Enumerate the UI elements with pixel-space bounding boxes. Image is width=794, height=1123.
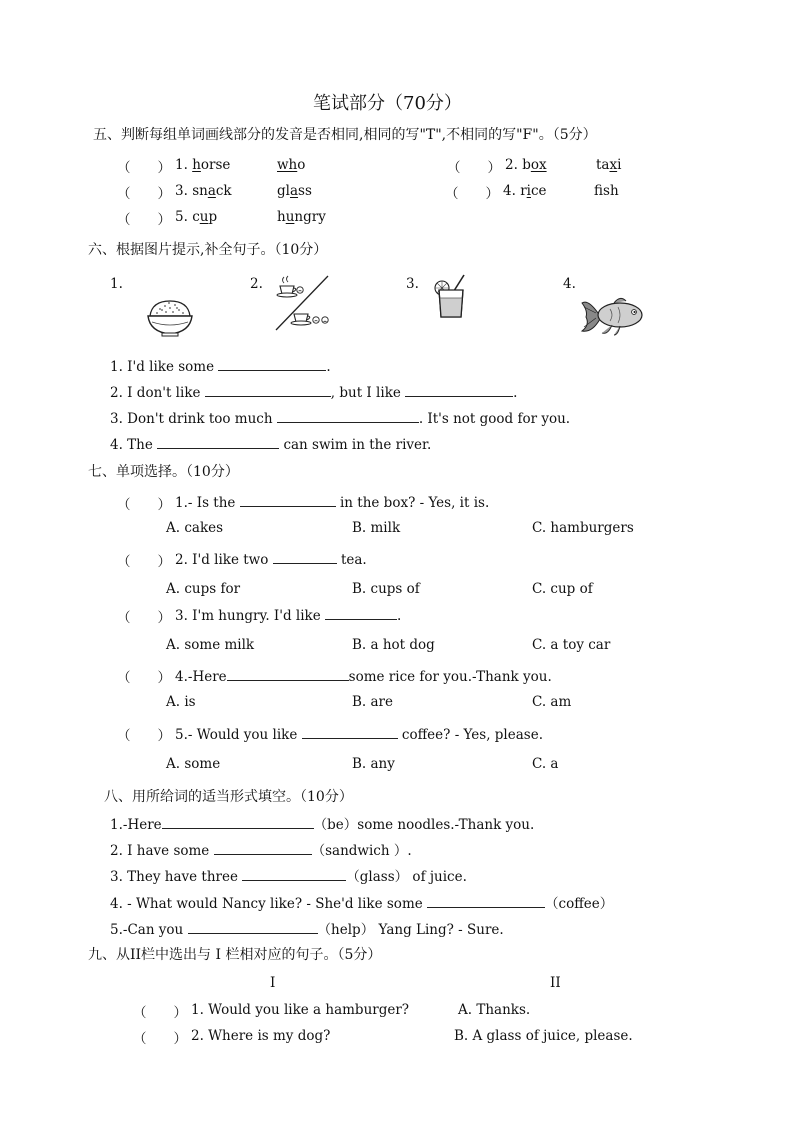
s5-item-5: 5. cup — [175, 209, 218, 225]
s7-q1-option-c: C. hamburgers — [532, 520, 634, 536]
section-8-heading: 八、用所给词的适当形式填空。（10分） — [104, 789, 353, 805]
s7-question-4: 4.-Here some rice for you.-Thank you. — [175, 669, 552, 685]
s9-right-a: A. Thanks. — [458, 1002, 531, 1018]
s7-q4-option-b: B. are — [352, 694, 393, 710]
picture-label-4: 4. — [563, 276, 576, 292]
section-6-heading: 六、根据图片提示,补全句子。（10分） — [88, 242, 328, 258]
s6-sentence-1: 1. I'd like some . — [110, 359, 331, 375]
picture-label-1: 1. — [110, 276, 123, 292]
s5-item-3: 3. snack — [175, 183, 232, 199]
s7-q2-option-b: B. cups of — [352, 581, 420, 597]
tea-coffee-icon — [272, 274, 334, 332]
s7-q1-option-b: B. milk — [352, 520, 401, 536]
answer-blank[interactable] — [227, 668, 349, 681]
s5-item-1-word2: who — [277, 157, 306, 173]
answer-blank[interactable] — [157, 436, 279, 449]
s5-paren-1[interactable]: （ ） — [117, 160, 171, 176]
s7-q2-option-c: C. cup of — [532, 581, 593, 597]
s5-paren-4[interactable]: （ ） — [445, 186, 499, 202]
picture-label-3: 3. — [406, 276, 419, 292]
picture-label-2: 2. — [250, 276, 263, 292]
answer-blank[interactable] — [242, 868, 346, 881]
page-title: 笔试部分（70分） — [313, 93, 462, 114]
s7-paren-2[interactable]: （ ） — [117, 554, 171, 570]
s8-item-5: 5.-Can you （help） Yang Ling? - Sure. — [110, 922, 504, 938]
s7-q1-option-a: A. cakes — [166, 520, 224, 536]
s5-paren-5[interactable]: （ ） — [117, 212, 171, 228]
answer-blank[interactable] — [427, 895, 545, 908]
section-5-heading: 五、判断每组单词画线部分的发音是否相同,相同的写"T",不相同的写"F"。（5分） — [93, 127, 597, 143]
s5-item-2-word2: taxi — [596, 157, 622, 173]
column-i-header: I — [270, 975, 276, 991]
s7-paren-4[interactable]: （ ） — [117, 670, 171, 686]
s8-item-1: 1.-Here （be）some noodles.-Thank you. — [110, 817, 535, 833]
s8-item-3: 3. They have three （glass） of juice. — [110, 869, 467, 885]
answer-blank[interactable] — [162, 816, 314, 829]
s7-q2-option-a: A. cups for — [166, 581, 241, 597]
s5-item-4: 4. rice — [503, 183, 547, 199]
s7-question-2: 2. I'd like two tea. — [175, 552, 367, 568]
s5-paren-2[interactable]: （ ） — [447, 160, 501, 176]
section-7-heading: 七、单项选择。（10分） — [88, 464, 239, 480]
s7-paren-3[interactable]: （ ） — [117, 610, 171, 626]
answer-blank[interactable] — [325, 607, 397, 620]
s6-sentence-2: 2. I don't like , but I like . — [110, 385, 518, 401]
s7-q3-option-a: A. some milk — [166, 637, 255, 653]
s7-q4-option-c: C. am — [532, 694, 572, 710]
answer-blank[interactable] — [277, 410, 419, 423]
section-9-heading: 九、从II栏中选出与 I 栏相对应的句子。（5分） — [88, 947, 382, 963]
answer-blank[interactable] — [405, 384, 513, 397]
s7-q5-option-a: A. some — [166, 756, 221, 772]
s9-paren-1[interactable]: （ ） — [133, 1005, 187, 1021]
s7-question-5: 5.- Would you like coffee? - Yes, please. — [175, 727, 543, 743]
s5-item-3-word2: glass — [277, 183, 312, 199]
answer-blank[interactable] — [205, 384, 331, 397]
s6-sentence-4: 4. The can swim in the river. — [110, 437, 432, 453]
s9-left-2: 2. Where is my dog? — [191, 1028, 331, 1044]
answer-blank[interactable] — [302, 726, 398, 739]
s7-question-1: 1.- Is the in the box? - Yes, it is. — [175, 495, 490, 511]
s7-q3-option-b: B. a hot dog — [352, 637, 435, 653]
juice-glass-icon — [430, 272, 470, 320]
column-ii-header: II — [550, 975, 561, 991]
s5-item-5-word2: hungry — [277, 209, 326, 225]
s8-item-4: 4. - What would Nancy like? - She'd like some （coffee） — [110, 896, 614, 912]
s7-q5-option-c: C. a — [532, 756, 559, 772]
s9-paren-2[interactable]: （ ） — [133, 1031, 187, 1047]
s5-item-1: 1. horse — [175, 157, 231, 173]
s9-right-b: B. A glass of juice, please. — [454, 1028, 633, 1044]
s7-paren-5[interactable]: （ ） — [117, 728, 171, 744]
s7-q4-option-a: A. is — [166, 694, 196, 710]
s5-item-4-word2: fsh — [594, 183, 619, 199]
s7-q3-option-c: C. a toy car — [532, 637, 611, 653]
answer-blank[interactable] — [188, 921, 318, 934]
answer-blank[interactable] — [240, 494, 336, 507]
s7-paren-1[interactable]: （ ） — [117, 497, 171, 513]
s5-item-2: 2. box — [505, 157, 547, 173]
s5-paren-3[interactable]: （ ） — [117, 186, 171, 202]
s7-q5-option-b: B. any — [352, 756, 395, 772]
rice-bowl-icon — [146, 298, 194, 338]
goldfish-icon — [580, 293, 646, 337]
s7-question-3: 3. I'm hungry. I'd like . — [175, 608, 402, 624]
s8-item-2: 2. I have some （sandwich ）. — [110, 843, 412, 859]
s6-sentence-3: 3. Don't drink too much . It's not good for you. — [110, 411, 571, 427]
answer-blank[interactable] — [273, 551, 337, 564]
answer-blank[interactable] — [218, 358, 326, 371]
s9-left-1: 1. Would you like a hamburger? — [191, 1002, 410, 1018]
answer-blank[interactable] — [214, 842, 312, 855]
